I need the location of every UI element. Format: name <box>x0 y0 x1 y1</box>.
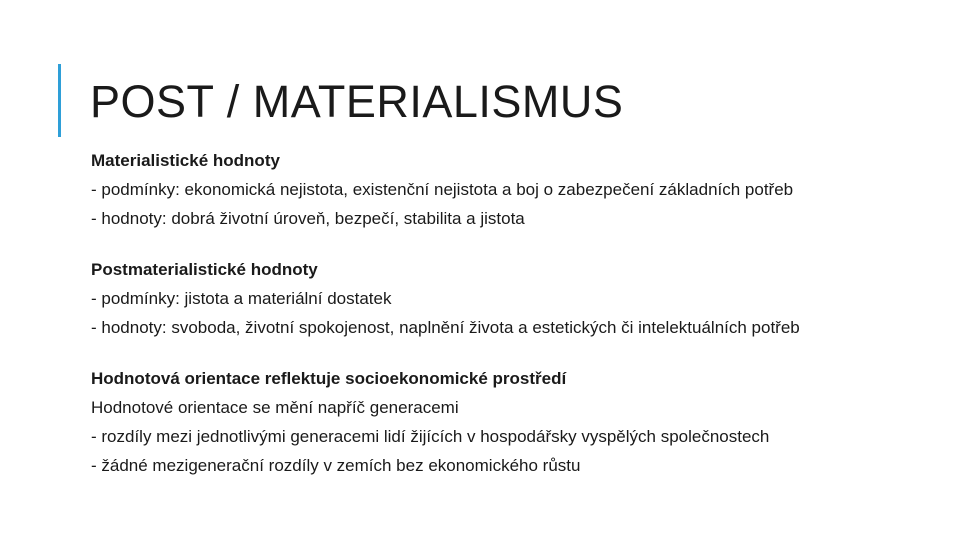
section-heading: Hodnotová orientace reflektuje socioekonomické prostředí <box>91 369 567 388</box>
bullet-line: - žádné mezigenerační rozdíly v zemích bez ekonomického růstu <box>91 456 581 475</box>
title-accent-bar <box>58 64 61 137</box>
bullet-line: - rozdíly mezi jednotlivými generacemi lidí žijících v hospodářsky vyspělých společnostech <box>91 427 770 446</box>
section-value-orientation <box>91 368 891 476</box>
slide-title: POST / MATERIALISMUS <box>90 76 624 127</box>
section-materialistic <box>91 150 891 229</box>
bullet-line: - hodnoty: dobrá životní úroveň, bezpečí, stabilita a jistota <box>91 209 525 228</box>
slide-body <box>91 150 891 484</box>
bullet-line: - hodnoty: svoboda, životní spokojenost, naplnění života a estetických či intelektuálních potřeb <box>91 318 800 337</box>
bullet-line: - podmínky: ekonomická nejistota, existenční nejistota a boj o zabezpečení základních potřeb <box>91 180 794 199</box>
section-postmaterialistic <box>91 259 891 338</box>
section-heading: Postmaterialistické hodnoty <box>91 260 318 279</box>
section-spacer <box>91 237 891 259</box>
bullet-line: Hodnotové orientace se mění napříč generacemi <box>91 398 459 417</box>
section-heading: Materialistické hodnoty <box>91 151 280 170</box>
bullet-line: - podmínky: jistota a materiální dostatek <box>91 289 392 308</box>
section-spacer <box>91 346 891 368</box>
